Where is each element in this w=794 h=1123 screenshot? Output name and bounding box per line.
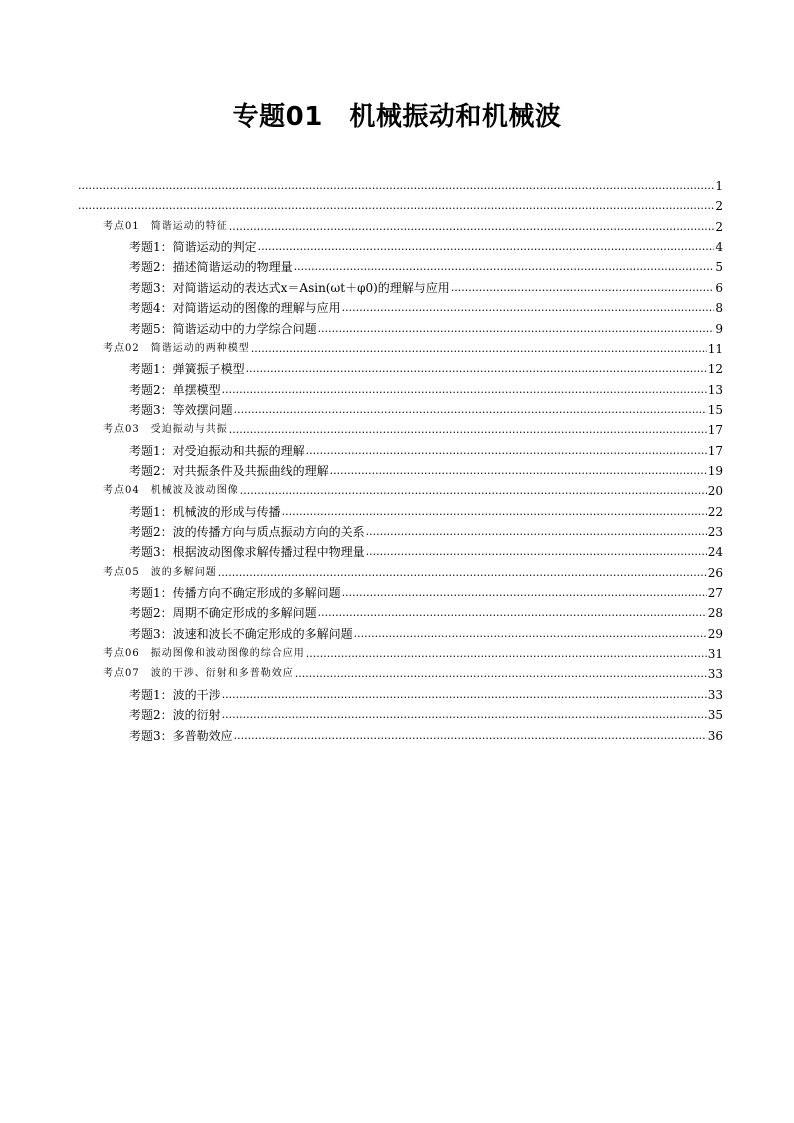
toc-dot-leader (306, 647, 707, 661)
toc-entry-label: 考题3：波速和波长不确定形成的多解问题 (129, 626, 353, 641)
toc-dot-leader (234, 729, 707, 743)
toc-dot-leader (222, 383, 707, 397)
toc-page-number: 17 (707, 423, 723, 438)
toc-entry[interactable] (103, 560, 723, 580)
toc-entry-label: 考点01 简谐运动的特征 (103, 220, 228, 232)
toc-dot-leader (342, 301, 715, 315)
toc-dot-leader (330, 464, 707, 478)
toc-entry[interactable] (129, 702, 723, 722)
toc-page-number: 26 (707, 565, 723, 580)
toc-dot-leader (258, 240, 715, 254)
toc-entry-label: 考题1：机械波的形成与传播 (129, 504, 281, 519)
toc-page-number: 12 (707, 362, 723, 377)
toc-page-number: 8 (715, 301, 723, 316)
toc-page-number: 20 (707, 484, 723, 499)
toc-dot-leader (246, 362, 707, 376)
toc-entry[interactable] (129, 377, 723, 397)
toc-dot-leader (222, 688, 707, 702)
document-title: 专题01 机械振动和机械波 (232, 102, 562, 132)
toc-entry[interactable] (103, 661, 723, 681)
toc-entry[interactable] (129, 275, 723, 295)
toc-entry[interactable] (129, 682, 723, 702)
toc-entry-label: 考点06 振动图像和波动图像的综合应用 (103, 648, 305, 659)
toc-entry[interactable] (129, 295, 723, 315)
toc-page-number: 29 (707, 626, 723, 641)
toc-entry[interactable] (129, 519, 723, 539)
toc-entry-label: 考题1：对受迫振动和共振的理解 (129, 443, 305, 458)
toc-dot-leader (294, 260, 715, 274)
toc-entry-label: 考题1：简谐运动的判定 (129, 240, 257, 255)
toc-entry[interactable] (129, 539, 723, 559)
toc-entry[interactable] (77, 173, 723, 193)
toc-page-number: 2 (715, 219, 723, 234)
toc-entry-label: 考题3：对简谐运动的表达式x＝Asin(ωt＋φ0)的理解与应用 (129, 280, 450, 295)
toc-page-number: 15 (707, 402, 723, 417)
toc-dot-leader (451, 281, 715, 295)
toc-entry-label: 考题4：对简谐运动的图像的理解与应用 (129, 301, 341, 316)
toc-page-number: 23 (707, 525, 723, 539)
toc-entry-label: 考题1：传播方向不确定形成的多解问题 (129, 586, 341, 600)
toc-page-number: 36 (707, 728, 723, 743)
toc-entry-label: 考题2：波的衍射 (129, 708, 221, 723)
toc-dot-leader (295, 667, 707, 681)
toc-entry[interactable] (77, 193, 723, 213)
toc-dot-leader (366, 545, 707, 559)
toc-entry[interactable] (129, 316, 723, 336)
toc-page-number: 28 (707, 606, 723, 621)
toc-entry-label: 考题2：对共振条件及共振曲线的理解 (129, 463, 329, 478)
toc-entry[interactable] (129, 438, 723, 458)
toc-page-number: 1 (715, 179, 723, 193)
toc-entry-label: 考题3：根据波动图像求解传播过程中物理量 (129, 545, 365, 560)
toc-dot-leader (318, 322, 715, 336)
toc-dot-leader (78, 199, 714, 213)
toc-entry-label: 考点05 波的多解问题 (103, 566, 217, 578)
toc-page-number: 11 (707, 341, 723, 356)
toc-page-number: 17 (707, 443, 723, 458)
toc-dot-leader (354, 627, 707, 641)
toc-page-number: 4 (715, 240, 723, 255)
toc-page-number: 33 (707, 687, 723, 702)
toc-page-number: 35 (707, 708, 723, 723)
toc-page-number: 5 (715, 260, 723, 275)
toc-dot-leader (218, 566, 707, 580)
toc-entry-label: 考点07 波的干涉、衍射和多普勒效应 (103, 668, 294, 680)
toc-entry[interactable] (103, 214, 723, 234)
toc-dot-leader (222, 708, 707, 722)
toc-page-number: 27 (707, 586, 723, 600)
toc-entry-label: 考题5：简谐运动中的力学综合问题 (129, 321, 317, 336)
toc-page-number: 31 (707, 647, 723, 661)
toc-entry[interactable] (129, 621, 723, 641)
toc-entry[interactable] (103, 336, 723, 356)
toc-page-number: 19 (707, 463, 723, 478)
toc-entry[interactable] (129, 458, 723, 478)
toc-entry[interactable] (129, 723, 723, 743)
toc-entry[interactable] (129, 580, 723, 600)
toc-entry[interactable] (103, 641, 723, 661)
toc-entry[interactable] (129, 254, 723, 274)
toc-entry[interactable] (129, 234, 723, 254)
toc-entry-label: 考题3：等效摆问题 (129, 402, 233, 417)
toc-entry[interactable] (129, 356, 723, 376)
toc-entry-label: 考题1：波的干涉 (129, 687, 221, 702)
toc-entry[interactable] (129, 397, 723, 417)
toc-entry[interactable] (129, 600, 723, 620)
toc-page-number: 24 (707, 545, 723, 560)
toc-entry-label: 考题2：波的传播方向与质点振动方向的关系 (129, 525, 365, 539)
toc-dot-leader (251, 342, 707, 356)
toc-dot-leader (366, 525, 707, 539)
toc-entry-label: 考题2：周期不确定形成的多解问题 (129, 606, 317, 621)
toc-dot-leader (229, 220, 715, 234)
toc-page-number: 9 (715, 321, 723, 336)
toc-dot-leader (342, 586, 707, 600)
toc-page-number: 6 (715, 280, 723, 295)
toc-entry-label: 考点04 机械波及波动图像 (103, 485, 239, 497)
toc-dot-leader (282, 505, 707, 519)
toc-dot-leader (229, 423, 707, 437)
toc-page-number: 33 (707, 667, 723, 682)
toc-dot-leader (318, 606, 707, 620)
toc-entry[interactable] (129, 499, 723, 519)
toc-dot-leader (306, 444, 707, 458)
toc-entry-label: 考题2：描述简谐运动的物理量 (129, 260, 293, 275)
toc-dot-leader (240, 484, 707, 498)
toc-dot-leader (78, 179, 714, 193)
toc-page-number: 2 (715, 199, 723, 214)
toc-dot-leader (234, 403, 707, 417)
toc-entry-label: 考点02 简谐运动的两种模型 (103, 342, 250, 354)
toc-entry[interactable] (103, 478, 723, 498)
toc-entry-label: 考点03 受迫振动与共振 (103, 424, 228, 436)
toc-page-number: 13 (707, 382, 723, 397)
toc-page-number: 22 (707, 504, 723, 519)
toc-entry-label: 考题2：单摆模型 (129, 382, 221, 397)
toc-entry-label: 考题3：多普勒效应 (129, 728, 233, 743)
toc-entry-label: 考题1：弹簧振子模型 (129, 362, 245, 377)
toc-entry[interactable] (103, 417, 723, 437)
